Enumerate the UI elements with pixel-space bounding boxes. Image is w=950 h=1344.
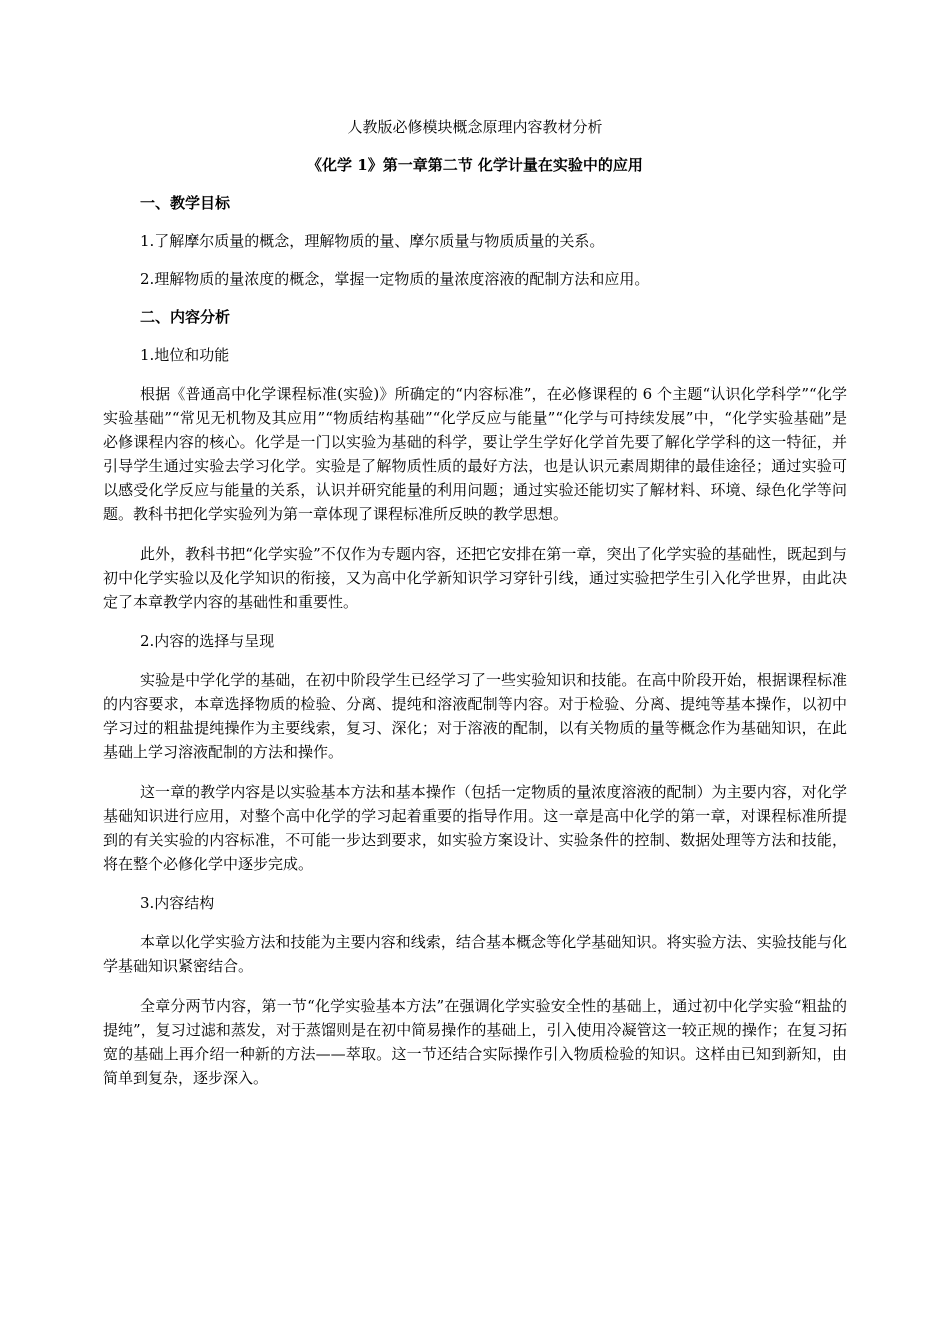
- goal-item-1: 1.了解摩尔质量的概念，理解物质的量、摩尔质量与物质质量的关系。: [140, 232, 605, 250]
- document-subtitle: 《化学 1》第一章第二节 化学计量在实验中的应用: [307, 156, 643, 174]
- subsection-heading-structure: 3.内容结构: [140, 894, 215, 912]
- section-heading-analysis: 二、内容分析: [140, 308, 231, 326]
- section-heading-goals: 一、教学目标: [140, 194, 231, 212]
- paragraph-structure-1: 本章以化学实验方法和技能为主要内容和线索，结合基本概念等化学基础知识。将实验方法、实验技能与化学基础知识紧密结合。: [103, 933, 847, 975]
- document-title: 人教版必修模块概念原理内容教材分析: [347, 118, 603, 136]
- goal-item-2: 2.理解物质的量浓度的概念，掌握一定物质的量浓度溶液的配制方法和应用。: [140, 270, 650, 288]
- paragraph-role-1: 根据《普通高中化学课程标准(实验)》所确定的“内容标准”，在必修课程的 6 个主题“认识化学科学”“化学实验基础”“常见无机物及其应用”“物质结构基础”“化学反应与能量”“化学与可持续发展”中，“化学实验基础”是必修课程内容的核心。化学是一门以实验为基础的科学，要让学生学好化学首先要了解化学学科的这一特征，并引导学生通过实验去学习化学。实验是了解物质性质的最好方法，也是认识元素周期律的最佳途径；通过实验可以感受化学反应与能量的关系，认识并研究能量的利用问题；通过实验还能切实了解材料、环境、绿色化学等问题。教科书把化学实验列为第一章体现了课程标准所反映的教学思想。: [103, 385, 847, 523]
- paragraph-role-2: 此外，教科书把“化学实验”不仅作为专题内容，还把它安排在第一章，突出了化学实验的基础性，既起到与初中化学实验以及化学知识的衔接，又为高中化学新知识学习穿针引线，通过实验把学生引入化学世界，由此决定了本章教学内容的基础性和重要性。: [103, 545, 847, 611]
- paragraph-structure-2: 全章分两节内容，第一节“化学实验基本方法”在强调化学实验安全性的基础上，通过初中化学实验“粗盐的提纯”，复习过滤和蒸发，对于蒸馏则是在初中简易操作的基础上，引入使用冷凝管这一较正规的操作；在复习拓宽的基础上再介绍一种新的方法——萃取。这一节还结合实际操作引入物质检验的知识。这样由已知到新知，由简单到复杂，逐步深入。: [103, 997, 847, 1087]
- paragraph-selection-1: 实验是中学化学的基础，在初中阶段学生已经学习了一些实验知识和技能。在高中阶段开始，根据课程标准的内容要求，本章选择物质的检验、分离、提纯和溶液配制等内容。对于检验、分离、提纯等基本操作，以初中学习过的粗盐提纯操作为主要线索，复习、深化；对于溶液的配制，以有关物质的量等概念作为基础知识，在此基础上学习溶液配制的方法和操作。: [103, 671, 847, 761]
- subsection-heading-role: 1.地位和功能: [140, 346, 230, 364]
- subsection-heading-selection: 2.内容的选择与呈现: [140, 632, 275, 650]
- paragraph-selection-2: 这一章的教学内容是以实验基本方法和基本操作（包括一定物质的量浓度溶液的配制）为主要内容，对化学基础知识进行应用，对整个高中化学的学习起着重要的指导作用。这一章是高中化学的第一章，对课程标准所提到的有关实验的内容标准，不可能一步达到要求，如实验方案设计、实验条件的控制、数据处理等方法和技能，将在整个必修化学中逐步完成。: [103, 783, 847, 873]
- document-page: [103, 116, 847, 1106]
